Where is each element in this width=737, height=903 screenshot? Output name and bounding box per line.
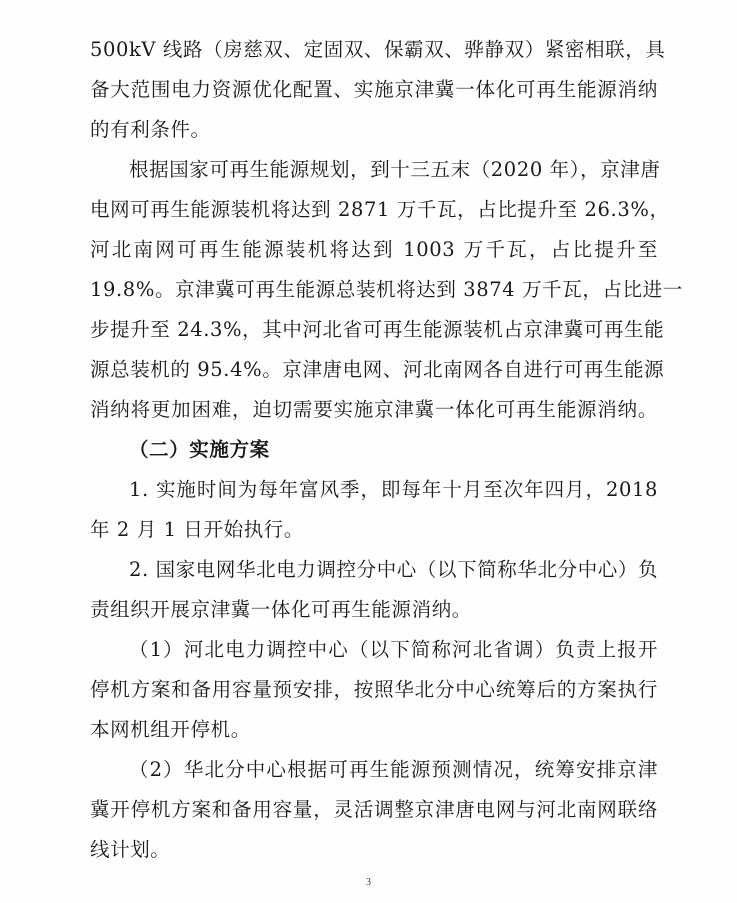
text-line: 本网机组开停机。 [90,718,251,741]
section-heading [90,430,658,470]
text-line: 源总装机的 95.4%。京津唐电网、河北南网各自进行可再生能源 [90,358,665,381]
text-line: 根据国家可再生能源规划，到十三五末（2020 年），京津唐 [129,158,661,181]
text-line: 停机方案和备用容量预安排，按照华北分中心统筹后的方案执行 [90,678,658,701]
document-body [90,30,683,870]
text-line: 电网可再生能源装机将达到 2871 万千瓦，占比提升至 26.3%， [90,198,670,221]
text-line: 线计划。 [90,838,171,861]
text-line: 责组织开展京津冀一体化可再生能源消纳。 [90,598,472,621]
text-line: 冀开停机方案和备用容量，灵活调整京津唐电网与河北南网联络 [90,798,658,821]
text-line: 1. 实施时间为每年富风季，即每年十月至次年四月，2018 [129,478,658,501]
text-line: 年 2 月 1 日开始执行。 [90,518,305,541]
paragraph-item-2 [90,550,658,630]
paragraph-grid-connection [90,30,666,150]
paragraph-subitem-1 [90,630,658,750]
paragraph-renewable-plan [90,150,683,430]
text-line: （1）河北电力调控中心（以下简称河北省调）负责上报开 [129,638,658,661]
text-line: 19.8%。京津冀可再生能源总装机将达到 3874 万千瓦，占比进一 [90,278,683,301]
text-line: （2）华北分中心根据可再生能源预测情况，统筹安排京津 [129,758,658,781]
text-line: 步提升至 24.3%，其中河北省可再生能源装机占京津冀可再生能 [90,318,665,341]
text-line: 河北南网可再生能源装机将达到 1003 万千瓦，占比提升至 [90,238,658,261]
text-line: 的有利条件。 [90,118,211,141]
paragraph-item-1 [90,470,658,550]
text-line: 500kV 线路（房慈双、定固双、保霸双、骅静双）紧密相联，具 [90,38,666,61]
text-line: 2. 国家电网华北电力调控分中心（以下简称华北分中心）负 [129,558,659,581]
paragraph-subitem-2 [90,750,658,870]
text-line: 备大范围电力资源优化配置、实施京津冀一体化可再生能源消纳 [90,78,658,101]
text-line: 消纳将更加困难，迫切需要实施京津冀一体化可再生能源消纳。 [90,398,658,421]
page-number: 3 [366,877,371,888]
heading-text: （二）实施方案 [129,438,270,461]
